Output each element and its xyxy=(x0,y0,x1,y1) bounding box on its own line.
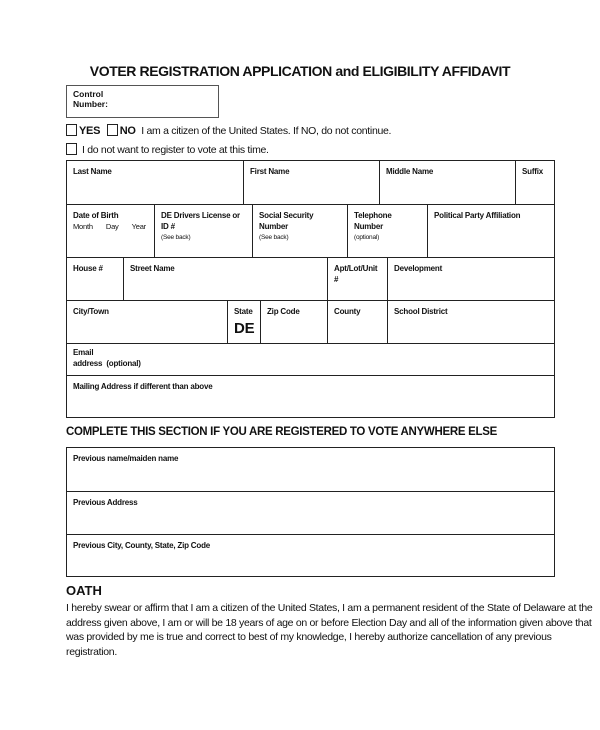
state-field[interactable] xyxy=(227,301,260,343)
yes-label: YES xyxy=(79,125,101,137)
dob-day-label: Day xyxy=(105,222,119,231)
citizen-question xyxy=(66,124,391,137)
email-field[interactable] xyxy=(67,344,554,375)
development-field[interactable] xyxy=(387,258,554,300)
oath-line: I hereby swear or affirm that I am a citizen of the United States, I am a permanent resident of the State of Delaware at the xyxy=(66,602,593,614)
license-note: (See back) xyxy=(161,234,191,241)
phone-field[interactable] xyxy=(347,205,427,257)
suffix-field[interactable] xyxy=(515,161,554,204)
email-label-2: address (optional) xyxy=(73,359,141,368)
apt-label: Apt/Lot/Unit # xyxy=(334,264,378,284)
first-name-field[interactable] xyxy=(243,161,379,204)
street-name-field[interactable] xyxy=(123,258,327,300)
control-number-field[interactable] xyxy=(66,85,219,118)
form-title: VOTER REGISTRATION APPLICATION and ELIGIBILITY AFFIDAVIT xyxy=(89,63,511,79)
county-field[interactable] xyxy=(327,301,387,343)
middle-name-field[interactable] xyxy=(379,161,515,204)
previous-name-label: Previous name/maiden name xyxy=(73,454,179,463)
no-register-checkbox[interactable] xyxy=(66,143,77,155)
house-number-field[interactable] xyxy=(67,258,123,300)
party-label: Political Party Affiliation xyxy=(434,211,521,220)
mailing-address-field[interactable] xyxy=(67,376,554,417)
email-label: Email xyxy=(73,348,94,357)
zip-label: Zip Code xyxy=(267,307,300,316)
phone-note: (optional) xyxy=(354,234,380,241)
last-name-field[interactable] xyxy=(67,161,243,204)
control-number-label-2: Number: xyxy=(73,99,108,109)
yes-checkbox[interactable] xyxy=(66,124,77,136)
previous-address-field[interactable] xyxy=(67,492,554,534)
county-label: County xyxy=(334,307,361,316)
previous-address-label: Previous Address xyxy=(73,498,138,507)
street-label: Street Name xyxy=(130,264,175,273)
no-checkbox[interactable] xyxy=(107,124,118,136)
school-district-field[interactable] xyxy=(387,301,554,343)
city-label: City/Town xyxy=(73,307,109,316)
development-label: Development xyxy=(394,264,443,273)
no-register-text: I do not want to register to vote at this time. xyxy=(82,144,269,156)
party-field[interactable] xyxy=(427,205,554,257)
mailing-label: Mailing Address if different than above xyxy=(73,382,213,391)
middle-name-label: Middle Name xyxy=(386,167,434,176)
control-number-label: Control xyxy=(73,89,104,99)
ssn-label: Social Security Number xyxy=(259,211,314,231)
no-register-option xyxy=(66,143,269,156)
previous-name-field[interactable] xyxy=(67,448,554,491)
oath-heading: OATH xyxy=(66,583,102,598)
no-label: NO xyxy=(119,125,136,137)
oath-line: was provided by me is true and correct to best of my knowledge, I hereby authorize cancellation of any previous xyxy=(66,631,552,643)
suffix-label: Suffix xyxy=(522,167,544,176)
oath-line: address given above, I am or will be 18 years of age on or before Election Day and all of the information given above that xyxy=(66,616,592,629)
phone-label: Telephone Number xyxy=(354,211,392,231)
date-of-birth-field[interactable] xyxy=(67,205,154,257)
oath-text xyxy=(66,601,593,659)
previous-registration-table xyxy=(66,447,555,577)
last-name-label: Last Name xyxy=(73,167,112,176)
section-heading: COMPLETE THIS SECTION IF YOU ARE REGISTERED TO VOTE ANYWHERE ELSE xyxy=(66,426,497,438)
dob-label: Date of Birth xyxy=(73,211,119,220)
house-label: House # xyxy=(73,264,103,273)
license-label: DE Drivers License or ID # xyxy=(161,211,240,231)
previous-city-field[interactable] xyxy=(67,535,554,576)
dob-month-label: Month xyxy=(73,222,93,231)
license-field[interactable] xyxy=(154,205,252,257)
previous-city-label: Previous City, County, State, Zip Code xyxy=(73,541,211,550)
first-name-label: First Name xyxy=(250,167,290,176)
dob-year-label: Year xyxy=(131,222,146,231)
zip-field[interactable] xyxy=(260,301,327,343)
city-field[interactable] xyxy=(67,301,227,343)
apt-field[interactable] xyxy=(327,258,387,300)
school-label: School District xyxy=(394,307,448,316)
oath-line: registration. xyxy=(66,645,117,658)
ssn-note: (See back) xyxy=(259,234,289,241)
state-value: DE xyxy=(234,320,255,337)
state-label: State xyxy=(234,307,253,316)
registration-table xyxy=(66,160,555,418)
ssn-field[interactable] xyxy=(252,205,347,257)
citizen-text: I am a citizen of the United States. If NO, do not continue. xyxy=(141,125,392,137)
